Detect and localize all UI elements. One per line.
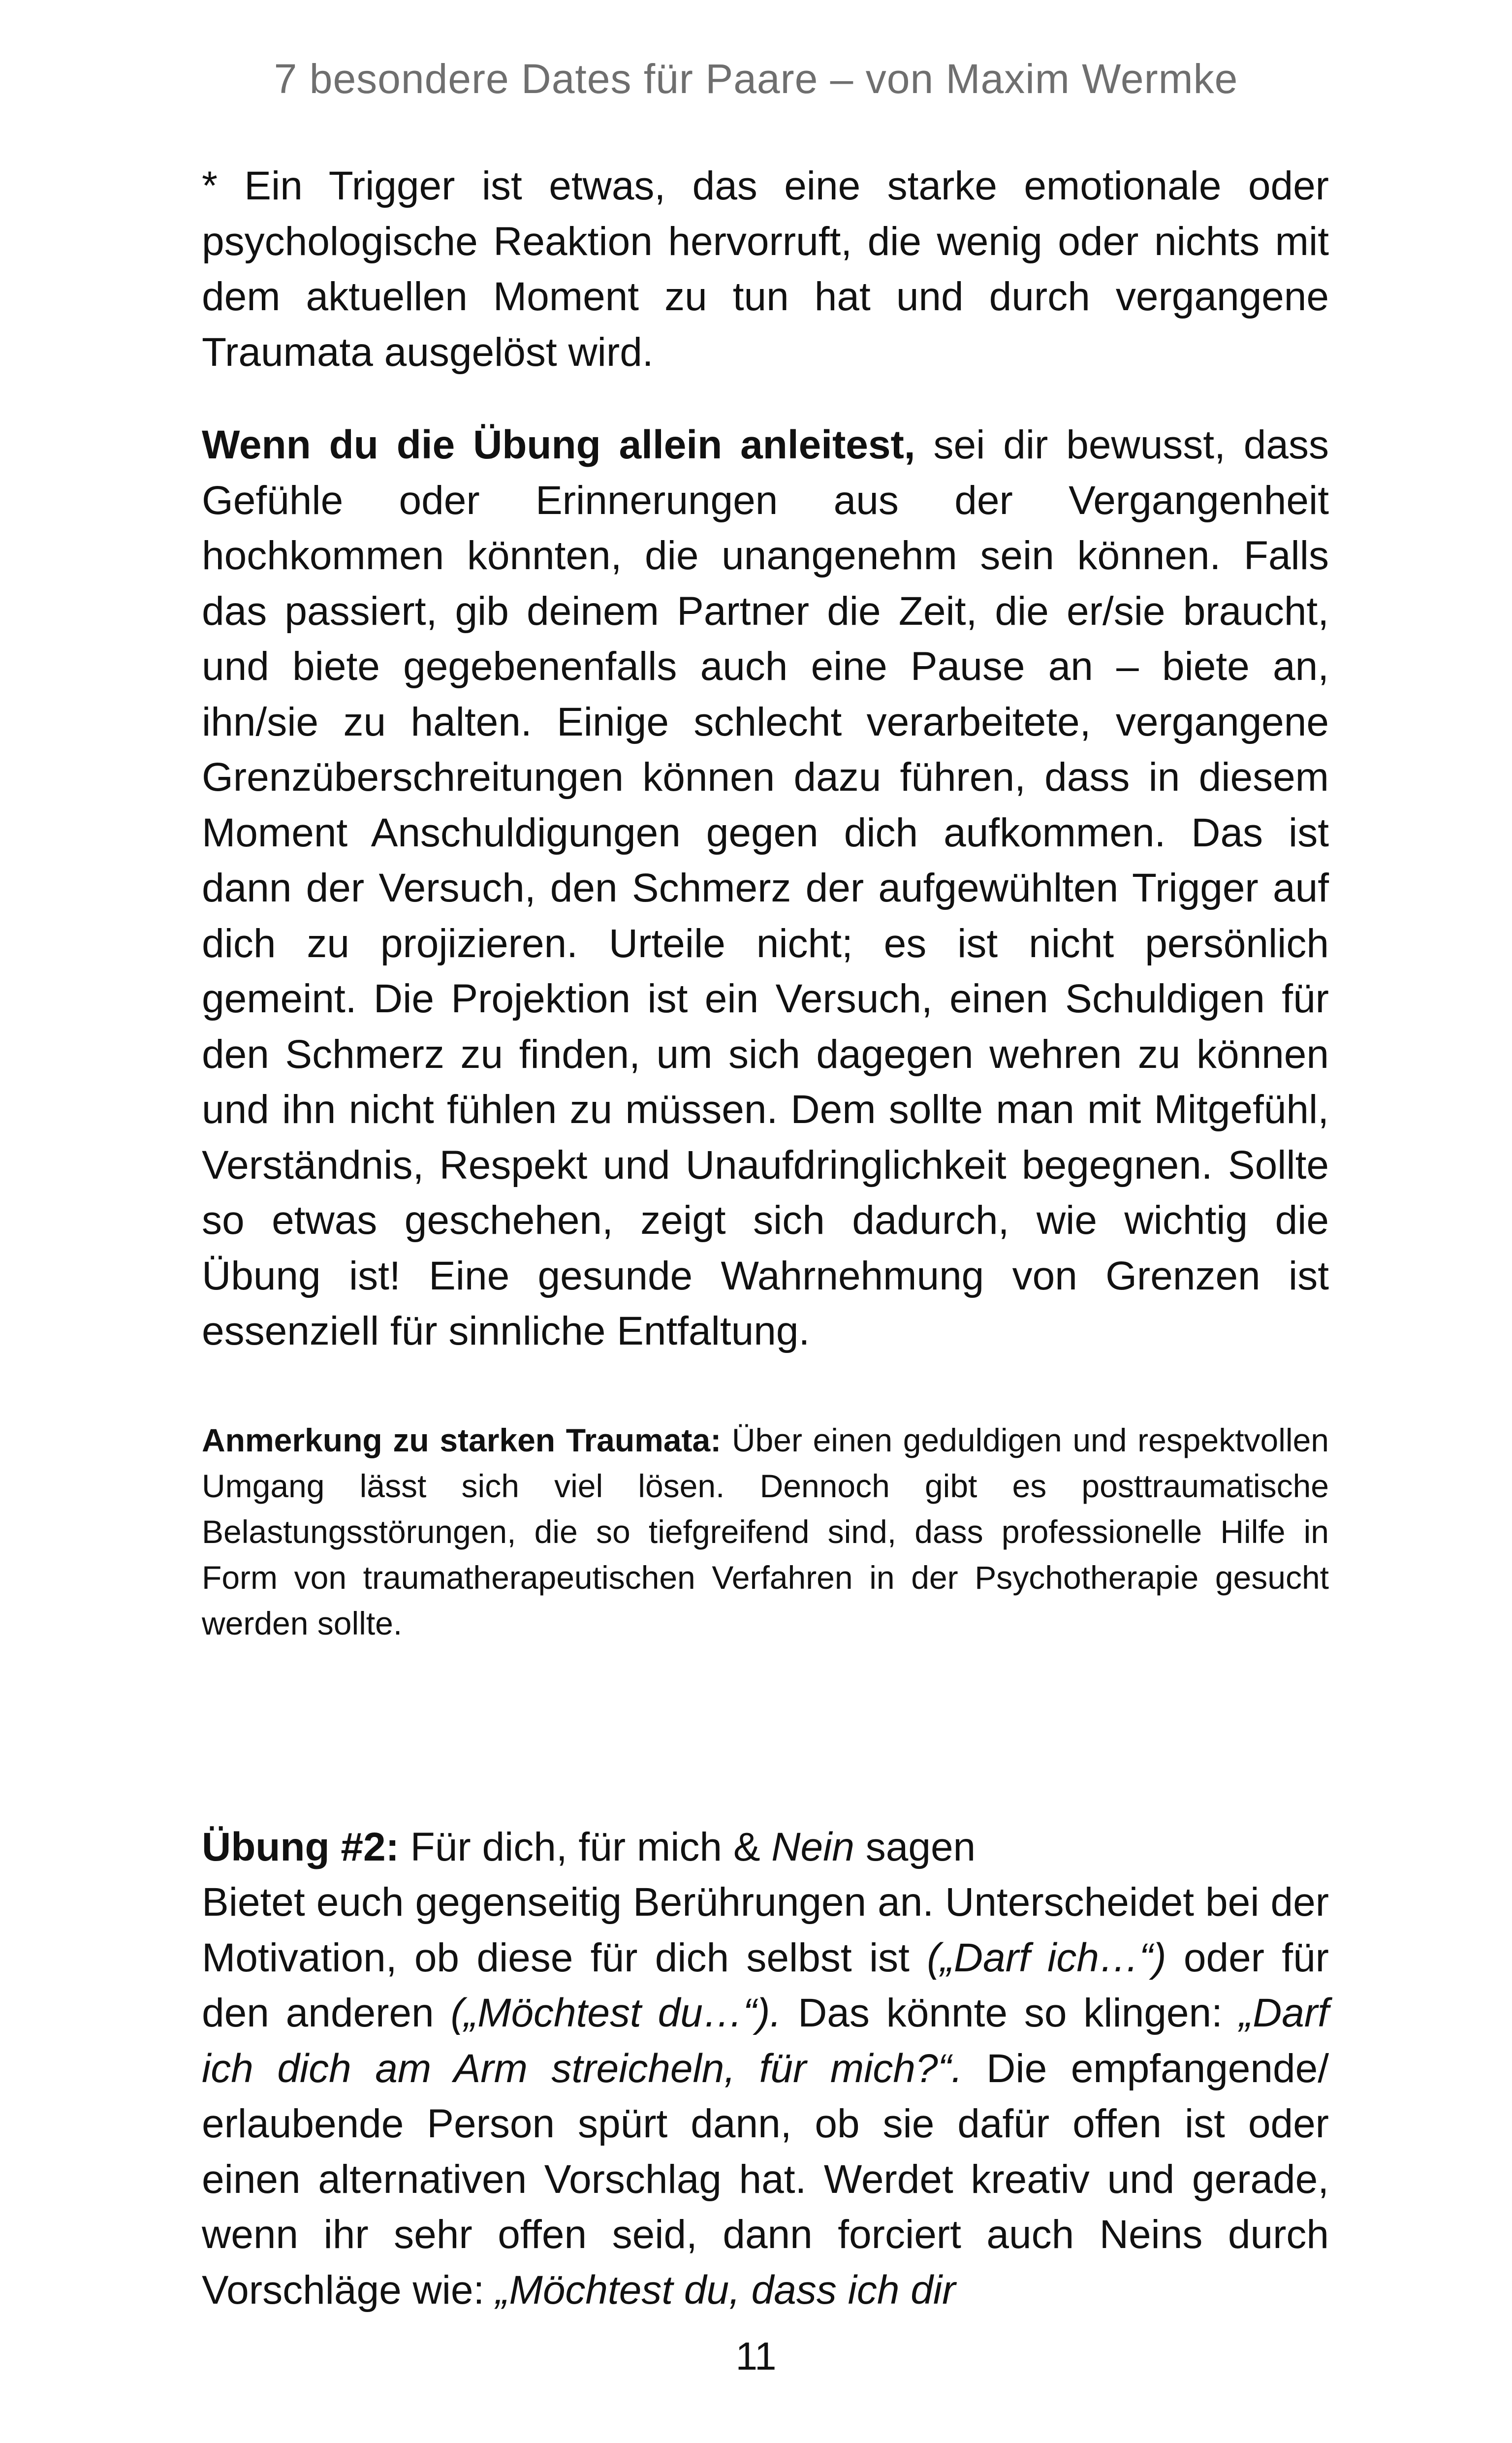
exercise-text-3: Das könnte so klingen: xyxy=(781,1991,1239,2035)
trauma-note xyxy=(202,1417,1329,1646)
trauma-note-lead: Anmerkung zu starken Traumata: xyxy=(202,1421,722,1458)
exercise-paragraph xyxy=(202,1875,1329,2318)
page-number: 11 xyxy=(735,2334,777,2378)
exercise-title-italic: Nein xyxy=(771,1824,854,1869)
exercise-text-1: Bietet euch gegenseitig Berührungen an. Unterscheidet bei der Motivation, ob diese für dich selbst ist xyxy=(202,1880,1329,1980)
exercise-title-part1: Für dich, für mich & xyxy=(399,1824,772,1869)
page-body xyxy=(202,159,1329,2318)
exercise-heading xyxy=(202,1820,1329,1875)
guide-text: sei dir bewusst, dass Gefühle oder Erinnerungen aus der Vergangenheit hochkommen könnten, die unangenehm sein können. Falls das passiert, gib deinem Partner die Zeit, die er/sie braucht, und biete gegebenenfalls auch eine Pause an – biete an, ihn/sie zu halten. Einige schlecht verarbeitete, vergangene Grenzüberschreitungen können dazu führen, dass in diesem Moment Anschuldigungen gegen dich aufkommen. Das ist dann der Versuch, den Schmerz der aufgewühlten Trigger auf dich zu projizieren. Urteile nicht; es ist nicht persönlich gemeint. Die Projektion ist ein Versuch, einen Schuldigen für den Schmerz zu finden, um sich dagegen wehren zu können und ihn nicht fühlen zu müssen. Dem sollte man mit Mitgefühl, Verständnis, Respekt und Unaufdringlichkeit begegnen. Sollte so etwas geschehen, zeigt sich dadurch, wie wichtig die Übung ist! Eine gesunde Wahrnehmung von Grenzen ist essenziell für sinnliche Entfaltung. xyxy=(202,422,1329,1353)
guide-lead: Wenn du die Übung allein anleitest, xyxy=(202,422,915,467)
guide-paragraph xyxy=(202,418,1329,1359)
exercise-quote-1: („Darf ich…“) xyxy=(927,1935,1166,1980)
exercise-label: Übung #2: xyxy=(202,1824,399,1869)
exercise-text-2: oder für den anderen xyxy=(202,1935,1329,2035)
exercise-quote-4: „Möchtest du, dass ich dir xyxy=(496,2267,956,2313)
exercise-title-part2: sagen xyxy=(854,1824,976,1869)
running-header: 7 besondere Dates für Paare – von Maxim Wermke xyxy=(274,56,1238,102)
trigger-footnote: * Ein Trigger ist etwas, das eine starke emotionale oder psychologische Reaktion hervorruft, die wenig oder nichts mit dem aktuellen Moment zu tun hat und durch vergangene Traumata ausgelöst wird. xyxy=(202,163,1329,375)
exercise-quote-3: „Darf ich dich am Arm streicheln, für mich?“. xyxy=(202,1991,1329,2091)
exercise-text-4: Die empfangende/ erlaubende Person spürt dann, ob sie dafür offen ist oder einen alternativen Vorschlag hat. Werdet kreativ und gerade, wenn ihr sehr offen seid, dann forciert auch Neins durch Vorschläge wie: xyxy=(202,2046,1329,2313)
exercise-quote-2: („Möchtest du…“). xyxy=(450,1991,782,2035)
trauma-note-text: Über einen geduldigen und respektvollen Umgang lässt sich viel lösen. Dennoch gibt es posttraumatische Belastungsstörungen, die so tiefgreifend sind, dass professionelle Hilfe in Form von traumatherapeutischen Verfahren in der Psychotherapie gesucht werden sollte. xyxy=(202,1421,1329,1641)
